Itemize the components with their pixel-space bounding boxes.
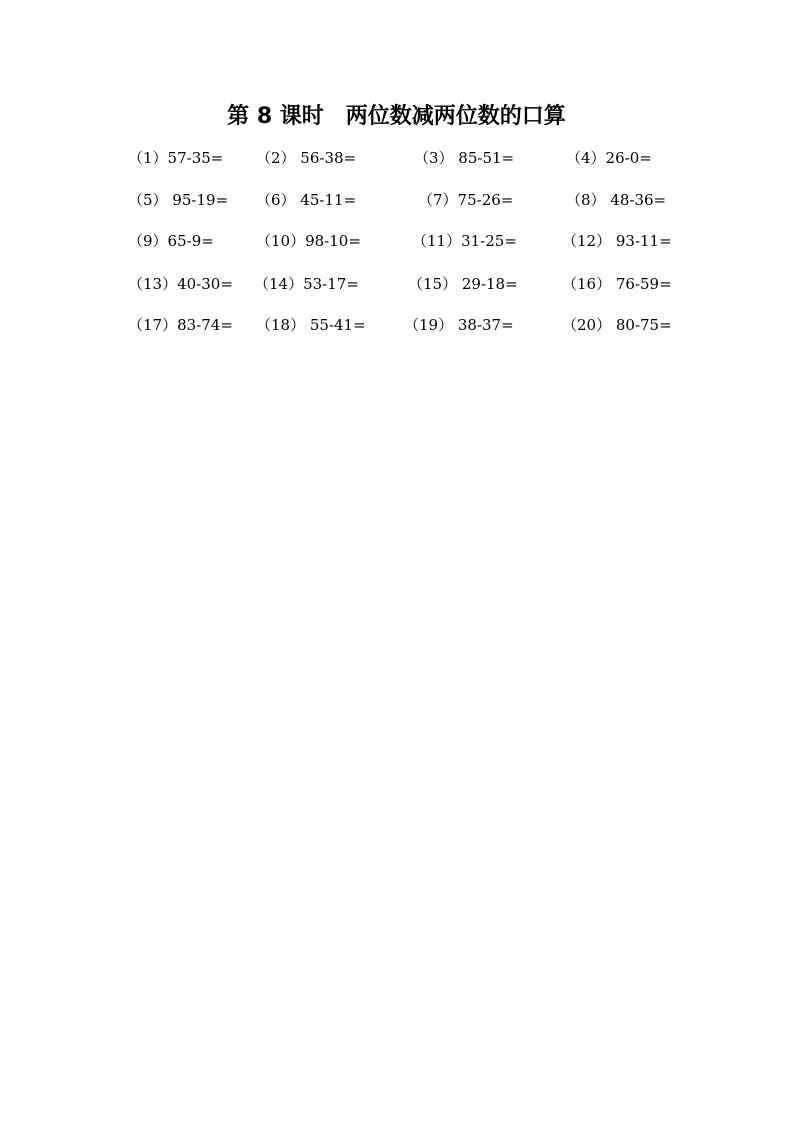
problem-7: （7）75-26= [418,191,514,209]
problem-2: （2） 56-38= [256,149,357,167]
problem-8: （8） 48-36= [566,191,667,209]
problem-15: （15） 29-18= [408,275,518,293]
problem-4: （4）26-0= [566,149,652,167]
problem-12: （12） 93-11= [562,232,672,250]
problem-19: （19） 38-37= [404,316,514,334]
problem-11: （11）31-25= [412,232,517,250]
problem-3: （3） 85-51= [414,149,515,167]
page-title: 第 8 课时 两位数减两位数的口算 [227,104,566,129]
problem-9: （9）65-9= [128,232,214,250]
problem-20: （20） 80-75= [562,316,672,334]
problem-6: （6） 45-11= [256,191,357,209]
problem-17: （17）83-74= [128,316,233,334]
problem-10: （10）98-10= [256,232,361,250]
problem-14: （14）53-17= [254,275,359,293]
problem-16: （16） 76-59= [562,275,672,293]
problem-13: （13）40-30= [128,275,233,293]
problem-18: （18） 55-41= [256,316,366,334]
problem-5: （5） 95-19= [128,191,229,209]
problem-1: （1）57-35= [128,149,224,167]
